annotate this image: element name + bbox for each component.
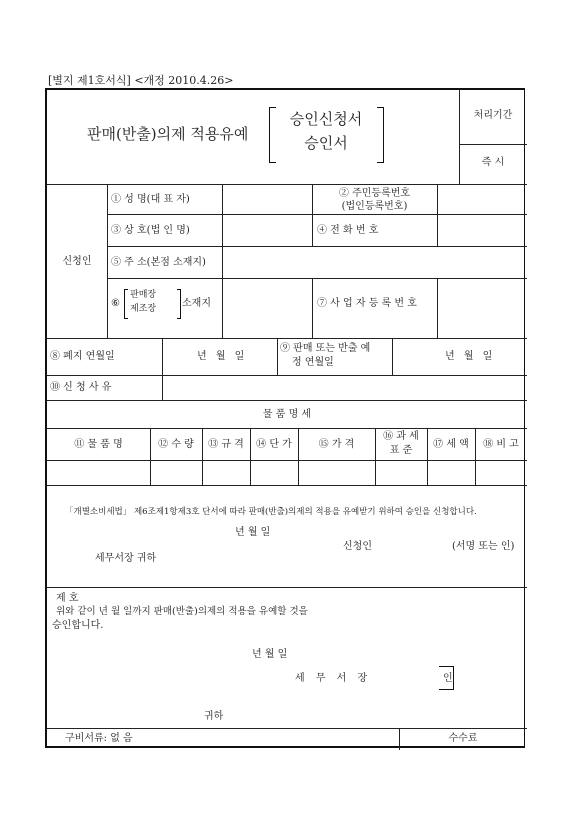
form-title: 판매(반출)의제 적용유예 (87, 125, 249, 143)
applicant-signer: 신청인 (343, 541, 372, 552)
approval-line-1: 위와 같이 년 월 일까지 판매(반출)의제의 적용을 유예할 것을 (56, 606, 308, 617)
approval-number: 제 호 (56, 593, 79, 604)
name-label: ① 성 명(대 표 자) (111, 194, 190, 205)
location-label: 소재지 (182, 298, 211, 309)
application-statement: 「개별소비세법」 제6조제1항제3호 단서에 따라 판매(반출)의제의 적용을 유예받기 위하여 승인을 신청합니다. (65, 507, 477, 517)
reason-label: ⑩ 신 청 사 유 (50, 382, 112, 393)
col-quantity: ⑫ 수 량 (158, 439, 194, 450)
corporate-number-label: (법인등록번호) (341, 201, 408, 212)
business-reg-number-label: ⑦ 사 업 자 등 록 번 호 (317, 298, 417, 309)
address-label: ⑤ 주 소(본점 소재지) (111, 257, 206, 268)
factory-option: 제조장 (130, 304, 157, 314)
location-number: ⑥ (111, 298, 120, 309)
title-option-application: 승인신청서 (289, 110, 363, 128)
fee-label: 수수료 (448, 733, 478, 744)
col-unit-price: ⑭ 단 가 (256, 439, 292, 450)
application-date: 년 월 일 (235, 527, 271, 538)
signature-placeholder: (서명 또는 인) (452, 541, 515, 552)
tax-office-chief: 세 무 서 장 (295, 673, 372, 684)
col-remarks: ⑱ 비 고 (483, 439, 519, 450)
col-item-name: ⑪ 물 품 명 (74, 439, 123, 450)
closure-date-value: 년 월 일 (197, 351, 245, 362)
title-option-approval: 승인서 (304, 134, 348, 152)
processing-period-label: 처리기간 (473, 110, 513, 121)
business-name-label: ③ 상 호(법 인 명) (111, 225, 190, 236)
sale-date-value: 년 월 일 (445, 351, 493, 362)
col-tax-amount: ⑰ 세 액 (433, 439, 469, 450)
col-tax-base-1: ⑯ 과 세 (383, 431, 419, 442)
sale-date-label-1: ⑨ 판매 또는 반출 예 (280, 343, 371, 354)
form-number-note: [별지 제1호서식] <개정 2010.4.26> (48, 74, 234, 87)
resident-number-label: ② 주민등록번호 (338, 188, 411, 199)
store-option: 판매장 (130, 290, 157, 300)
phone-label: ④ 전 화 번 호 (317, 225, 379, 236)
col-tax-base-2: 표 준 (389, 445, 413, 456)
approval-recipient: 귀하 (204, 711, 224, 722)
required-documents: 구비서류: 없 음 (65, 733, 133, 744)
approval-date: 년 월 일 (252, 649, 288, 660)
application-recipient: 세무서장 귀하 (95, 553, 157, 564)
col-spec: ⑬ 규 격 (208, 439, 244, 450)
applicant-label: 신청인 (62, 256, 92, 267)
closure-date-label: ⑧ 폐지 연월일 (50, 351, 115, 362)
approval-form (45, 88, 525, 748)
processing-period-value: 즉 시 (481, 157, 505, 168)
goods-title: 물 품 명 세 (262, 409, 312, 420)
seal-mark: 인 (443, 673, 453, 684)
sale-date-label-2: 정 연월일 (292, 357, 334, 368)
col-price: ⑮ 가 격 (318, 439, 355, 450)
approval-line-2: 승인합니다. (52, 620, 104, 631)
